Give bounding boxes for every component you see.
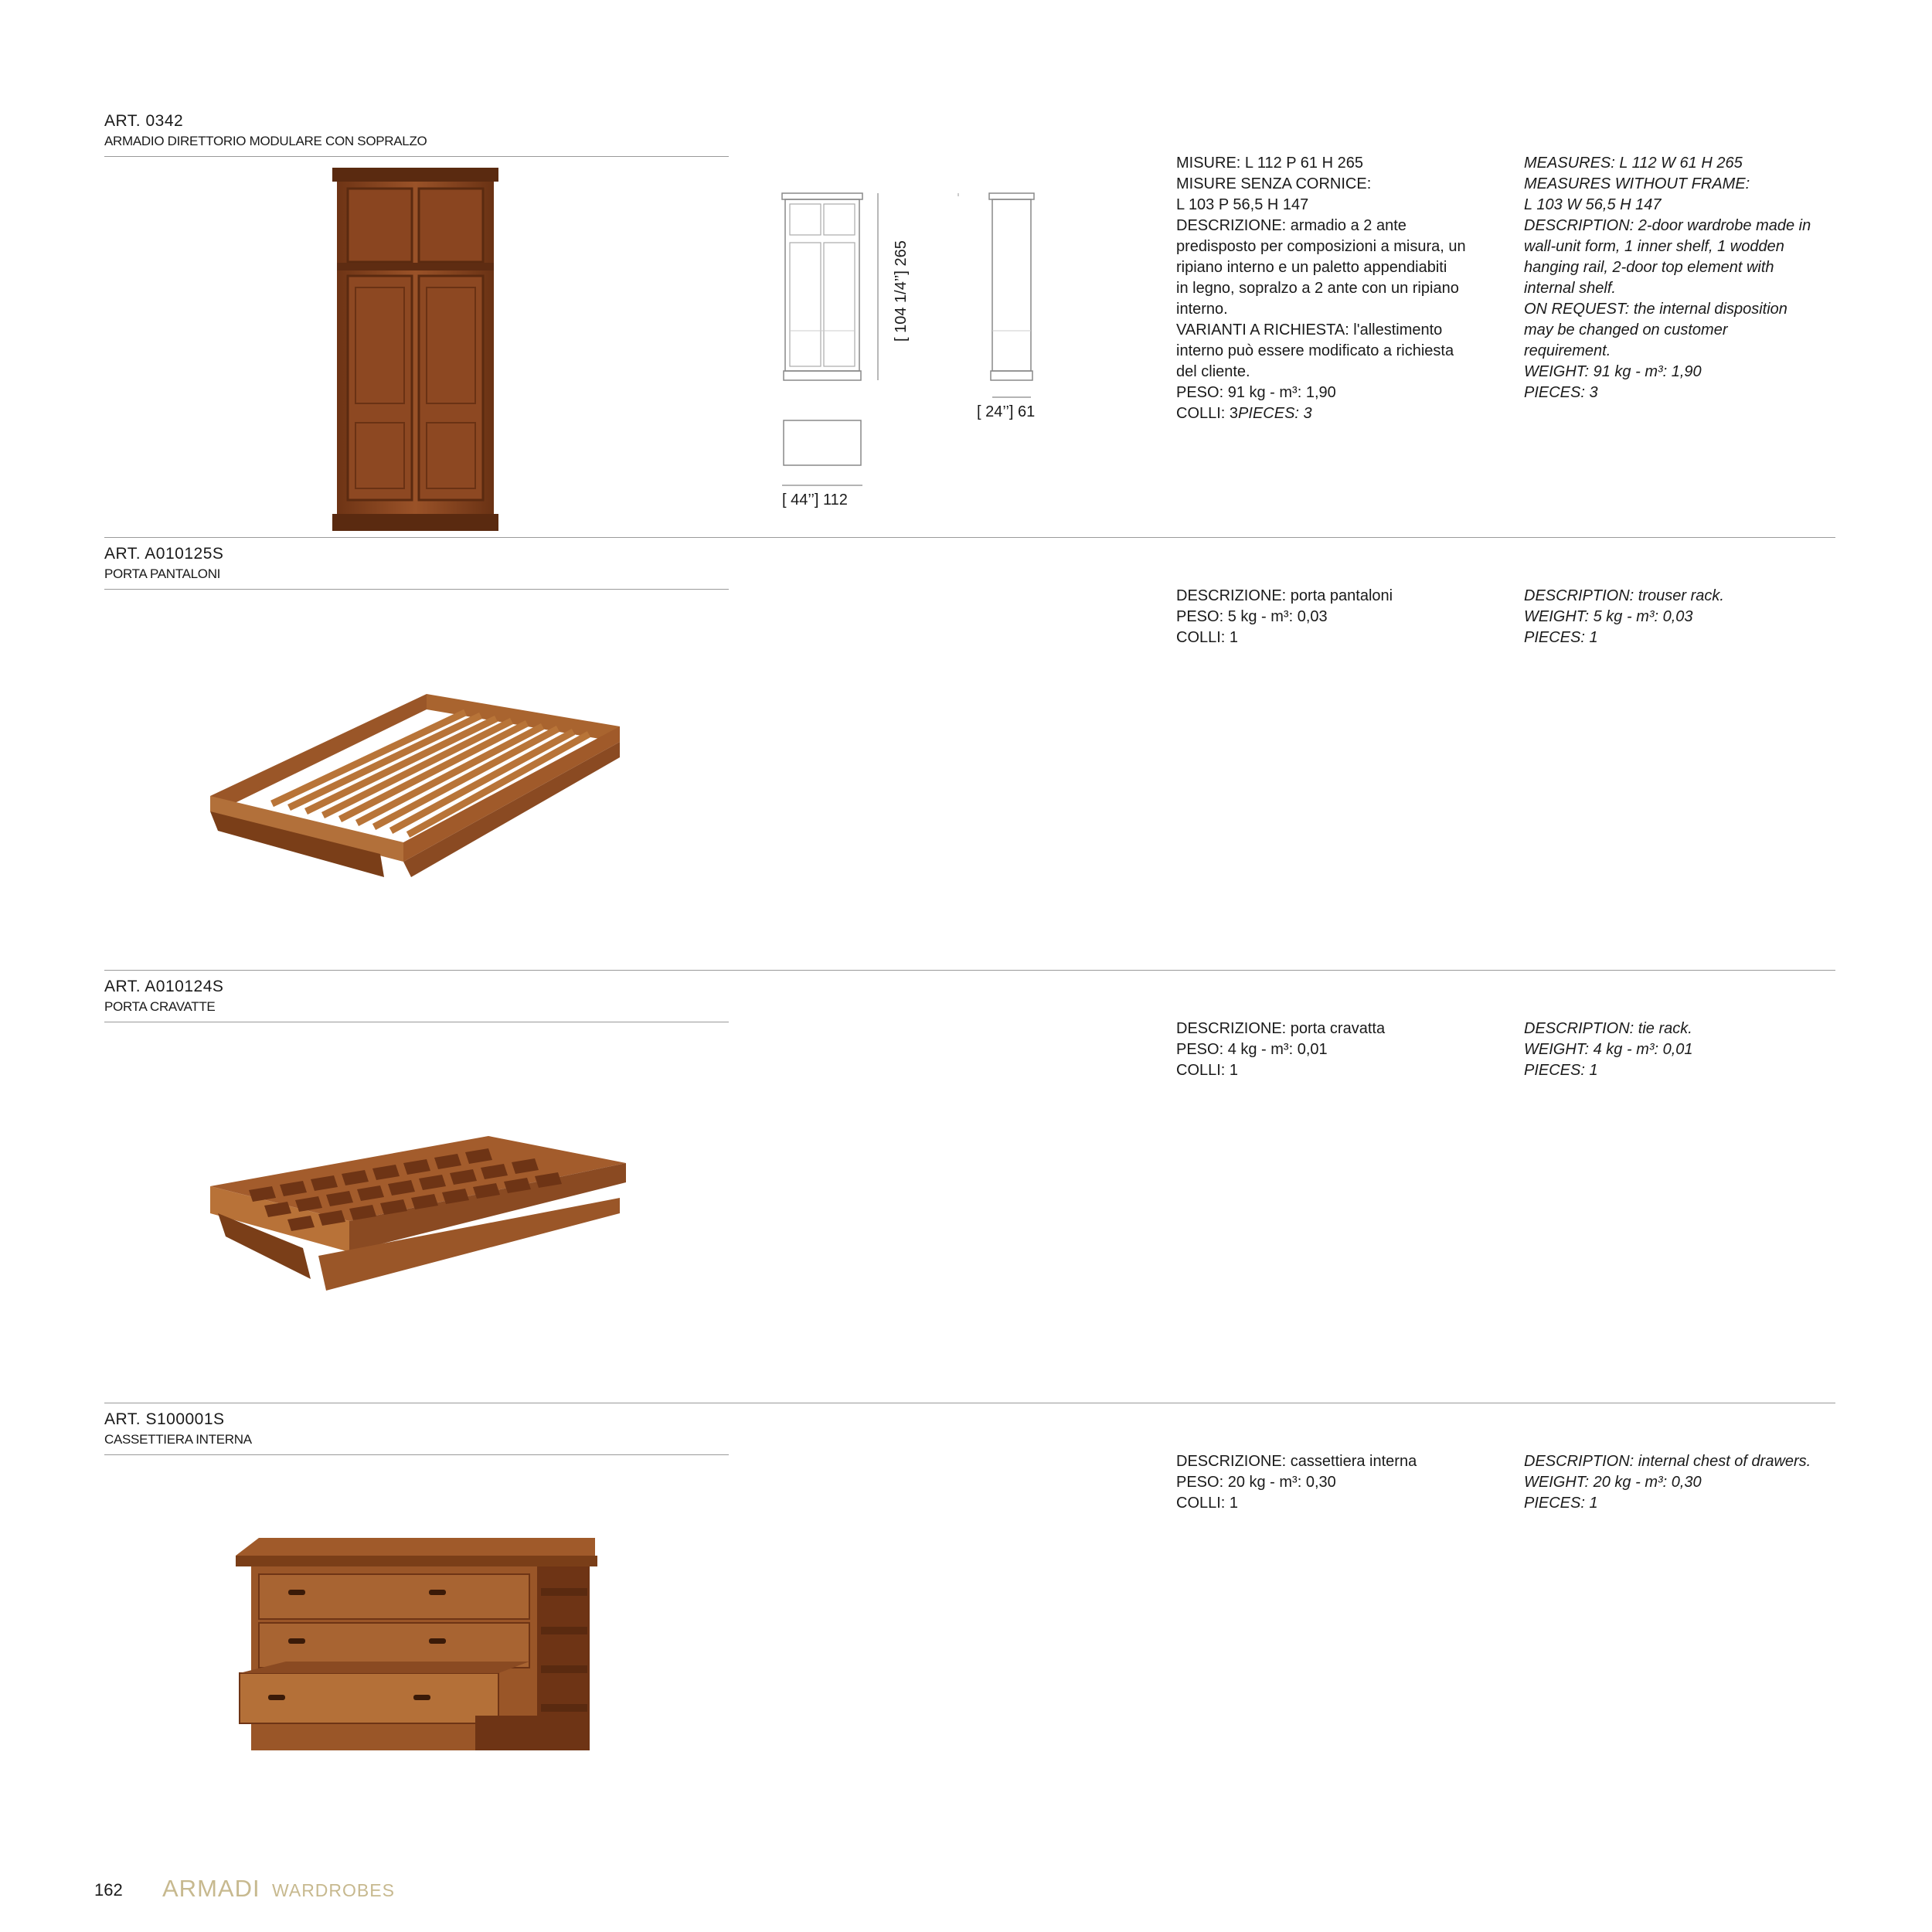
- english-description: DESCRIPTION: internal chest of drawers. WEIGHT: 20 kg - m³: 0,30 PIECES: 1: [1524, 1453, 1811, 1512]
- english-description: MEASURES: L 112 W 61 H 265 MEASURES WITHOUT FRAME: L 103 W 56,5 H 147 DESCRIPTION: 2-door wardrobe made in wall-unit form, 1 inner shelf, 1 wodden hanging rail, 2-door top element with internal shelf. ON REQUEST: the internal disposition may be changed on customer requirement. WEIGHT: 91 kg - m³: 1,90 PIECES: 3: [1524, 155, 1811, 401]
- chest-of-drawers-photo: [228, 1534, 599, 1766]
- width-dimension: [ 44’’] 112: [782, 492, 848, 509]
- article-underline: [104, 589, 729, 590]
- tie-rack-photo: [202, 1121, 631, 1306]
- category-title: ARMADI: [162, 1875, 260, 1902]
- plan-view-drawing: [781, 417, 866, 491]
- article-name: ARMADIO DIRETTORIO MODULARE CON SOPRALZO: [104, 134, 427, 148]
- italian-description: DESCRIZIONE: porta cravatta PESO: 4 kg - m³: 0,01 COLLI: 1: [1176, 1020, 1386, 1079]
- article-underline: [104, 156, 729, 157]
- page-number: 162: [94, 1880, 123, 1900]
- article-name: CASSETTIERA INTERNA: [104, 1432, 252, 1447]
- italian-description: MISURE: L 112 P 61 H 265 MISURE SENZA CORNICE: L 103 P 56,5 H 147 DESCRIZIONE: armadio a 2 ante predisposto per composizioni a misura, un ripiano interno e un paletto appendiabiti in legno, sopralzo a 2 ante con un ripiano interno. VARIANTI A RICHIESTA: l'allestimento interno può essere modificato a richiesta del cliente. PESO: 91 kg - m³: 1,90 COLLI: 3PIECES: 3: [1176, 155, 1466, 422]
- depth-dimension: [ 24’’] 61: [977, 403, 1036, 420]
- trouser-rack-photo: [202, 688, 624, 881]
- wardrobe-photo: [332, 164, 498, 533]
- article-name: PORTA PANTALONI: [104, 566, 221, 581]
- italian-description: DESCRIZIONE: porta pantaloni PESO: 5 kg - m³: 0,03 COLLI: 1: [1176, 587, 1393, 646]
- section-divider: [104, 537, 1835, 538]
- article-code: ART. S100001S: [104, 1410, 225, 1428]
- front-elevation-drawing: [781, 190, 896, 383]
- category-title-en: WARDROBES: [272, 1880, 395, 1900]
- italian-description: DESCRIZIONE: cassettiera interna PESO: 20 kg - m³: 0,30 COLLI: 1: [1176, 1453, 1417, 1512]
- section-divider: [104, 970, 1835, 971]
- height-dimension: [ 104 1/4’’] 265: [893, 240, 910, 342]
- english-description: DESCRIPTION: tie rack. WEIGHT: 4 kg - m³: 0,01 PIECES: 1: [1524, 1020, 1693, 1079]
- english-description: DESCRIPTION: trouser rack. WEIGHT: 5 kg - m³: 0,03 PIECES: 1: [1524, 587, 1724, 646]
- side-elevation-drawing: [958, 190, 1036, 383]
- article-code: ART. 0342: [104, 112, 184, 130]
- article-underline: [104, 1454, 729, 1455]
- article-name: PORTA CRAVATTE: [104, 999, 216, 1014]
- article-code: ART. A010125S: [104, 545, 224, 563]
- article-code: ART. A010124S: [104, 978, 224, 995]
